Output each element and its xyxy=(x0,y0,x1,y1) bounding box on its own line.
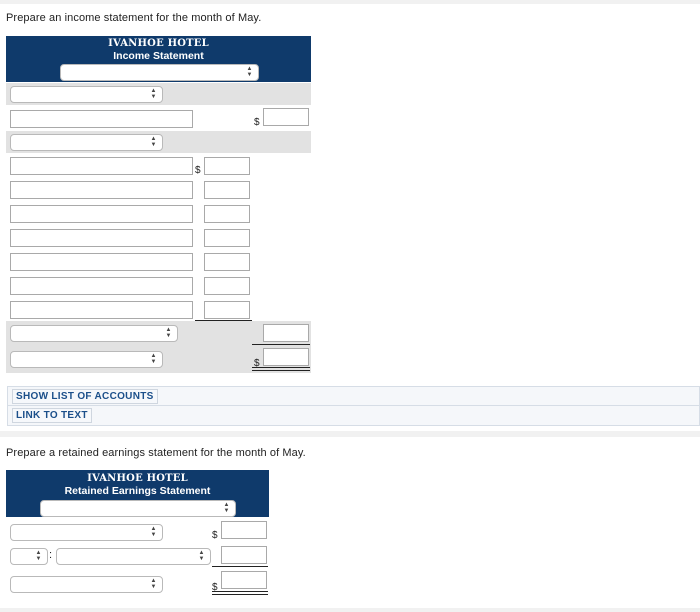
income-instruction: Prepare an income statement for the month of May. xyxy=(6,12,262,24)
dollar-sign: $ xyxy=(212,530,218,541)
statement-title: Income Statement xyxy=(113,50,204,62)
re-period-select[interactable] xyxy=(40,500,236,517)
dollar-sign: $ xyxy=(254,117,260,128)
bottom-divider xyxy=(0,608,700,612)
re-ending-select[interactable] xyxy=(10,576,163,593)
re-item-select[interactable] xyxy=(56,548,211,565)
dropdown-arrows-icon: ▲ ▼ xyxy=(165,327,172,339)
dropdown-arrows-icon: ▲ ▼ xyxy=(150,353,157,365)
expense-amount-input[interactable] xyxy=(204,277,250,295)
total-underline xyxy=(252,344,310,345)
period-select[interactable] xyxy=(60,64,259,81)
separator-colon: : xyxy=(49,549,53,561)
re-item-input[interactable] xyxy=(221,546,267,564)
link-to-text-button[interactable]: LINK TO TEXT xyxy=(12,408,92,423)
re-beginning-input[interactable] xyxy=(221,521,267,539)
dropdown-arrows-icon: ▲ ▼ xyxy=(150,578,157,590)
revenue-amount-input[interactable] xyxy=(263,108,309,126)
dollar-sign: $ xyxy=(254,358,260,369)
expense-account-input[interactable] xyxy=(10,205,193,223)
total-expenses-select[interactable] xyxy=(10,325,178,342)
show-accounts-bar xyxy=(7,386,700,407)
re-operator-select[interactable] xyxy=(10,548,48,565)
dropdown-arrows-icon: ▲ ▼ xyxy=(150,88,157,100)
expense-account-input[interactable] xyxy=(10,301,193,319)
dollar-sign: $ xyxy=(212,582,218,593)
net-income-input[interactable] xyxy=(263,348,309,366)
dropdown-arrows-icon: ▲ ▼ xyxy=(35,550,42,562)
expense-amount-input[interactable] xyxy=(204,205,250,223)
expense-amount-input[interactable] xyxy=(204,229,250,247)
net-income-select[interactable] xyxy=(10,351,163,368)
expense-amount-input[interactable] xyxy=(204,253,250,271)
expenses-heading-select[interactable] xyxy=(10,134,163,151)
expense-account-input[interactable] xyxy=(10,181,193,199)
dropdown-arrows-icon: ▲ ▼ xyxy=(223,502,230,514)
dropdown-arrows-icon: ▲ ▼ xyxy=(246,66,253,78)
statement-title: Retained Earnings Statement xyxy=(64,485,211,497)
total-expenses-input[interactable] xyxy=(263,324,309,342)
company-name: IVANHOE HOTEL xyxy=(87,473,188,484)
re-ending-input[interactable] xyxy=(221,571,267,589)
expense-amount-input[interactable] xyxy=(204,157,250,175)
expense-amount-input[interactable] xyxy=(204,301,250,319)
expense-account-input[interactable] xyxy=(10,157,193,175)
section-divider xyxy=(0,431,700,437)
dropdown-arrows-icon: ▲ ▼ xyxy=(150,526,157,538)
link-to-text-bar xyxy=(7,405,700,426)
expense-account-input[interactable] xyxy=(10,229,193,247)
dropdown-arrows-icon: ▲ ▼ xyxy=(150,136,157,148)
net-income-double-underline xyxy=(252,367,310,371)
retained-earnings-instruction: Prepare a retained earnings statement for the month of May. xyxy=(6,447,306,459)
re-ending-double-underline xyxy=(212,591,268,595)
expense-account-input[interactable] xyxy=(10,253,193,271)
re-subtotal-underline xyxy=(212,566,268,567)
top-divider xyxy=(0,0,700,4)
expense-amount-input[interactable] xyxy=(204,181,250,199)
show-list-of-accounts-button[interactable]: SHOW LIST OF ACCOUNTS xyxy=(12,389,158,404)
company-name: IVANHOE HOTEL xyxy=(108,38,209,49)
expense-account-input[interactable] xyxy=(10,277,193,295)
revenue-account-input[interactable] xyxy=(10,110,193,128)
dollar-sign: $ xyxy=(195,165,201,176)
dropdown-arrows-icon: ▲ ▼ xyxy=(198,550,205,562)
re-beginning-select[interactable] xyxy=(10,524,163,541)
revenue-heading-select[interactable] xyxy=(10,86,163,103)
